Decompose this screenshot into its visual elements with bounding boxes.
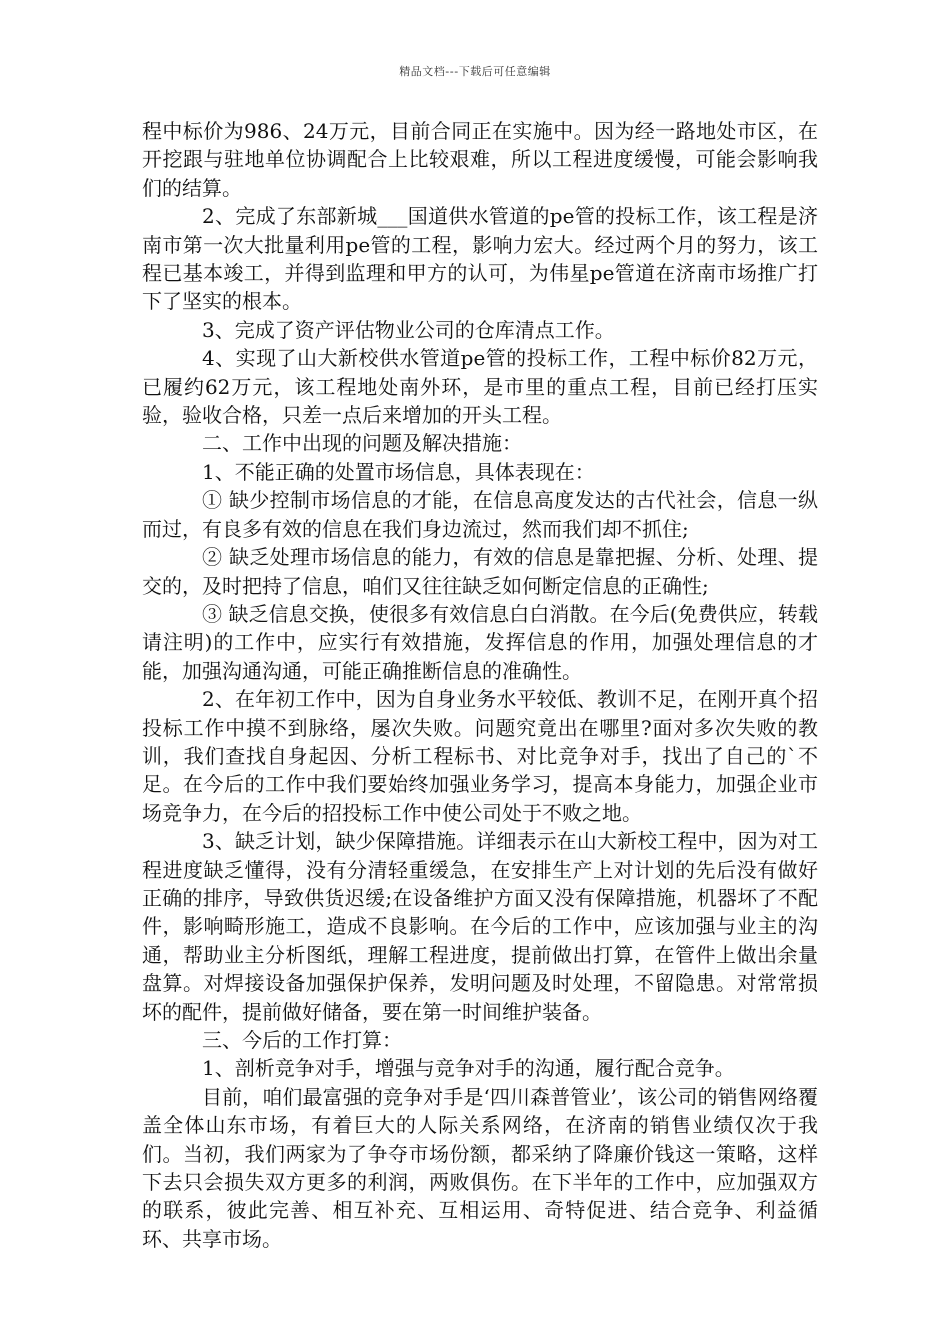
paragraph-6: 1、不能正确的处置市场信息，具体表现在： bbox=[202, 459, 595, 484]
paragraph-9: ③ 缺乏信息交换，使很多有效信息白白消散。在今后(免费供应，转载请注明)的工作中，应实行有效措施，发挥信息的作用，加强处理信息的才能，加强沟通沟通，可能正确推断信息的准确性。 bbox=[142, 601, 818, 683]
paragraph-7: ① 缺少控制市场信息的才能，在信息高度发达的古代社会，信息一纵而过，有良多有效的信息在我们身边流过，然而我们却不抓住; bbox=[142, 488, 818, 541]
page-header-note: 精品文档---下载后可任意编辑 bbox=[399, 65, 551, 78]
paragraph-1: 程中标价为986、24万元，目前合同正在实施中。因为经一路地处市区，在开挖跟与驻地单位协调配合上比较艰难，所以工程进度缓慢，可能会影响我们的结算。 bbox=[142, 119, 818, 200]
section-heading-problems: 二、工作中出现的问题及解决措施： bbox=[202, 431, 522, 456]
document-body bbox=[142, 117, 818, 1253]
paragraph-4: 4、实现了山大新校供水管道pe管的投标工作，工程中标价82万元，已履约62万元，该工程地处南外环，是市里的重点工程，目前已经打压实验，验收合格，只差一点后来增加的开头工程。 bbox=[142, 346, 818, 428]
paragraph-10: 2、在年初工作中，因为自身业务水平较低、教训不足，在刚开真个招投标工作中摸不到脉络，屡次失败。问题究竟出在哪里?面对多次失败的教训，我们查找自身起因、分析工程标书、对比竞争对手，找出了自己的`不足。在今后的工作中我们要始终加强业务学习，提高本身能力，加强企业市场竞争力，在今后的招投标工作中使公司处于不败之地。 bbox=[142, 687, 818, 825]
paragraph-2: 2、完成了东部新城___国道供水管道的pe管的投标工作，该工程是济南市第一次大批量利用pe管的工程，影响力宏大。经过两个月的努力，该工程已基本竣工，并得到监理和甲方的认可，为伟星pe管道在济南市场推广打下了坚实的根本。 bbox=[142, 204, 818, 314]
paragraph-11: 3、缺乏计划，缺少保障措施。详细表示在山大新校工程中，因为对工程进度缺乏懂得，没有分清轻重缓急，在安排生产上对计划的先后没有做好正确的排序，导致供货迟缓;在设备维护方面又没有保障措施，机器坏了不配件，影响畸形施工，造成不良影响。在今后的工作中，应该加强与业主的沟通，帮助业主分析图纸，理解工程进度，提前做出打算，在管件上做出余量盘算。对焊接设备加强保护保养，发明问题及时处理，不留隐患。对常常损坏的配件，提前做好储备，要在第一时间维护装备。 bbox=[142, 829, 818, 1024]
paragraph-14: 目前，咱们最富强的竞争对手是‘四川森普管业’，该公司的销售网络覆盖全体山东市场，有着巨大的人际关系网络，在济南的销售业绩仅次于我们。当初，我们两家为了争夺市场份额，都采纳了降廉价钱这一策略，这样下去只会损失双方更多的利润，两败俱伤。在下半年的工作中，应加强双方的联系，彼此完善、相互补充、互相运用、奇特促进、结合竞争、利益循环、共享市场。 bbox=[142, 1084, 818, 1251]
section-heading-plans: 三、今后的工作打算： bbox=[202, 1028, 402, 1052]
paragraph-3: 3、完成了资产评估物业公司的仓库清点工作。 bbox=[202, 317, 615, 342]
paragraph-8: ② 缺乏处理市场信息的能力，有效的信息是靠把握、分析、处理、提交的，及时把持了信息，咱们又往往缺乏如何断定信息的正确性; bbox=[142, 545, 818, 598]
paragraph-13: 1、剖析竞争对手，增强与竞争对手的沟通，履行配合竞争。 bbox=[202, 1056, 735, 1081]
